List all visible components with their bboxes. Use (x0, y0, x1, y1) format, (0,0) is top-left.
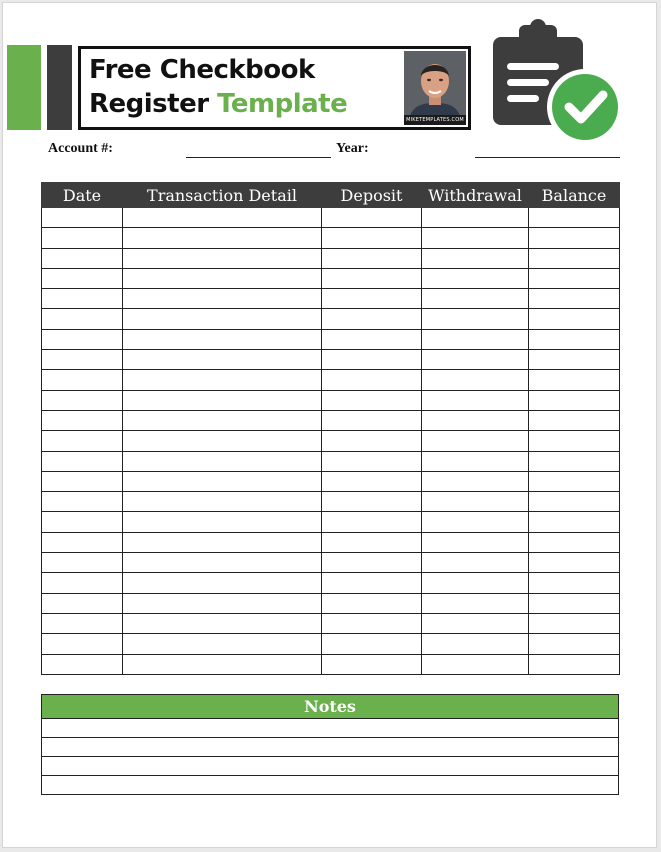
table-cell[interactable] (322, 553, 422, 573)
table-cell[interactable] (322, 228, 422, 248)
table-cell[interactable] (123, 654, 322, 674)
table-cell[interactable] (42, 289, 123, 309)
table-cell[interactable] (322, 410, 422, 430)
table-cell[interactable] (42, 228, 123, 248)
table-cell[interactable] (42, 431, 123, 451)
table-row (42, 593, 620, 613)
header-transaction-detail: Transaction Detail (123, 183, 322, 208)
accent-bar-dark (47, 45, 72, 130)
table-cell[interactable] (123, 431, 322, 451)
title-line-2 (89, 87, 347, 121)
table-cell[interactable] (529, 492, 620, 512)
table-cell[interactable] (322, 613, 422, 633)
table-cell[interactable] (42, 309, 123, 329)
notes-line[interactable] (41, 776, 619, 795)
year-input-line[interactable] (475, 157, 620, 158)
author-photo (404, 51, 466, 125)
table-cell[interactable] (123, 512, 322, 532)
table-cell[interactable] (529, 289, 620, 309)
table-cell[interactable] (422, 634, 529, 654)
table-cell[interactable] (42, 208, 123, 228)
notes-header: Notes (41, 694, 619, 719)
table-cell[interactable] (123, 370, 322, 390)
table-cell[interactable] (42, 390, 123, 410)
table-cell[interactable] (123, 471, 322, 491)
table-row (42, 268, 620, 288)
table-cell[interactable] (529, 654, 620, 674)
table-cell[interactable] (529, 634, 620, 654)
table-cell[interactable] (529, 471, 620, 491)
table-cell[interactable] (529, 613, 620, 633)
table-cell[interactable] (42, 268, 123, 288)
table-cell[interactable] (529, 309, 620, 329)
table-cell[interactable] (529, 248, 620, 268)
table-cell[interactable] (529, 431, 620, 451)
title-box (78, 46, 471, 130)
table-row (42, 492, 620, 512)
table-row (42, 471, 620, 491)
table-row (42, 329, 620, 349)
table-cell[interactable] (123, 492, 322, 512)
table-row (42, 370, 620, 390)
table-cell[interactable] (529, 410, 620, 430)
table-cell[interactable] (42, 573, 123, 593)
table-row (42, 451, 620, 471)
table-cell[interactable] (422, 654, 529, 674)
table-cell[interactable] (123, 248, 322, 268)
table-cell[interactable] (42, 410, 123, 430)
table-cell[interactable] (529, 512, 620, 532)
table-row (42, 208, 620, 228)
table-cell[interactable] (123, 532, 322, 552)
table-row (42, 309, 620, 329)
header-deposit: Deposit (322, 183, 422, 208)
table-cell[interactable] (422, 329, 529, 349)
title-line-1: Free Checkbook (89, 55, 315, 85)
table-cell[interactable] (529, 593, 620, 613)
table-cell[interactable] (529, 228, 620, 248)
register-body (42, 208, 620, 675)
account-label: Account #: (48, 141, 113, 156)
table-cell[interactable] (42, 593, 123, 613)
table-cell[interactable] (529, 553, 620, 573)
table-cell[interactable] (42, 492, 123, 512)
table-cell[interactable] (123, 208, 322, 228)
table-cell[interactable] (529, 532, 620, 552)
table-cell[interactable] (322, 471, 422, 491)
register-table (41, 182, 620, 675)
table-cell[interactable] (42, 329, 123, 349)
accent-bar-green (7, 45, 41, 130)
table-cell[interactable] (422, 532, 529, 552)
account-input-line[interactable] (186, 157, 331, 158)
table-cell[interactable] (422, 492, 529, 512)
table-cell[interactable] (422, 573, 529, 593)
table-cell[interactable] (322, 654, 422, 674)
table-cell[interactable] (529, 329, 620, 349)
notes-section (41, 694, 619, 795)
table-cell[interactable] (123, 553, 322, 573)
header-date: Date (42, 183, 123, 208)
table-cell[interactable] (422, 208, 529, 228)
table-cell[interactable] (422, 613, 529, 633)
table-cell[interactable] (322, 532, 422, 552)
table-cell[interactable] (422, 309, 529, 329)
table-row (42, 289, 620, 309)
table-cell[interactable] (42, 553, 123, 573)
table-cell[interactable] (422, 228, 529, 248)
table-cell[interactable] (322, 593, 422, 613)
table-cell[interactable] (42, 532, 123, 552)
table-cell[interactable] (322, 573, 422, 593)
table-cell[interactable] (42, 634, 123, 654)
table-cell[interactable] (322, 289, 422, 309)
table-cell[interactable] (422, 350, 529, 370)
table-cell[interactable] (322, 268, 422, 288)
table-row (42, 410, 620, 430)
table-row (42, 228, 620, 248)
table-cell[interactable] (123, 390, 322, 410)
table-cell[interactable] (322, 350, 422, 370)
table-row (42, 512, 620, 532)
table-cell[interactable] (322, 208, 422, 228)
table-cell[interactable] (123, 350, 322, 370)
table-cell[interactable] (422, 410, 529, 430)
table-cell[interactable] (42, 654, 123, 674)
table-cell[interactable] (322, 431, 422, 451)
title-word-template: Template (217, 89, 348, 119)
table-cell[interactable] (529, 390, 620, 410)
table-cell[interactable] (529, 208, 620, 228)
table-cell[interactable] (322, 248, 422, 268)
table-cell[interactable] (123, 289, 322, 309)
notes-line[interactable] (41, 719, 619, 738)
header-withdrawal: Withdrawal (422, 183, 529, 208)
table-cell[interactable] (123, 410, 322, 430)
table-cell[interactable] (322, 512, 422, 532)
table-cell[interactable] (422, 512, 529, 532)
table-cell[interactable] (42, 471, 123, 491)
table-cell[interactable] (123, 634, 322, 654)
table-cell[interactable] (322, 634, 422, 654)
table-cell[interactable] (123, 268, 322, 288)
header-balance: Balance (529, 183, 620, 208)
table-cell[interactable] (322, 309, 422, 329)
photo-caption: MIKETEMPLATES.COM (404, 115, 466, 125)
table-cell[interactable] (529, 350, 620, 370)
table-cell[interactable] (123, 228, 322, 248)
table-row (42, 431, 620, 451)
notes-line[interactable] (41, 757, 619, 776)
table-cell[interactable] (123, 309, 322, 329)
table-cell[interactable] (322, 329, 422, 349)
table-row (42, 634, 620, 654)
table-cell[interactable] (422, 268, 529, 288)
table-cell[interactable] (422, 451, 529, 471)
table-cell[interactable] (529, 370, 620, 390)
table-cell[interactable] (322, 390, 422, 410)
table-cell[interactable] (322, 451, 422, 471)
table-cell[interactable] (529, 573, 620, 593)
table-cell[interactable] (422, 553, 529, 573)
table-row (42, 390, 620, 410)
table-cell[interactable] (42, 451, 123, 471)
table-cell[interactable] (322, 370, 422, 390)
table-cell[interactable] (123, 593, 322, 613)
portrait-image (404, 51, 466, 125)
table-cell[interactable] (422, 248, 529, 268)
table-cell[interactable] (529, 451, 620, 471)
document-title (89, 53, 347, 121)
table-cell[interactable] (422, 431, 529, 451)
table-row (42, 613, 620, 633)
table-cell[interactable] (422, 370, 529, 390)
table-row (42, 350, 620, 370)
table-row (42, 553, 620, 573)
table-row (42, 573, 620, 593)
table-cell[interactable] (422, 593, 529, 613)
table-cell[interactable] (123, 573, 322, 593)
table-cell[interactable] (123, 613, 322, 633)
title-word-register: Register (89, 89, 218, 119)
table-cell[interactable] (123, 329, 322, 349)
table-cell[interactable] (322, 492, 422, 512)
table-cell[interactable] (42, 613, 123, 633)
table-row (42, 532, 620, 552)
table-cell[interactable] (42, 248, 123, 268)
notes-line[interactable] (41, 738, 619, 757)
table-cell[interactable] (529, 268, 620, 288)
table-header-row (42, 183, 620, 208)
table-cell[interactable] (42, 370, 123, 390)
table-row (42, 654, 620, 674)
notes-lines (41, 719, 619, 795)
clipboard-check-icon (493, 17, 625, 143)
table-cell[interactable] (422, 390, 529, 410)
table-cell[interactable] (422, 289, 529, 309)
year-label: Year: (336, 141, 369, 156)
table-cell[interactable] (123, 451, 322, 471)
table-cell[interactable] (42, 350, 123, 370)
table-row (42, 248, 620, 268)
table-cell[interactable] (42, 512, 123, 532)
table-cell[interactable] (422, 471, 529, 491)
